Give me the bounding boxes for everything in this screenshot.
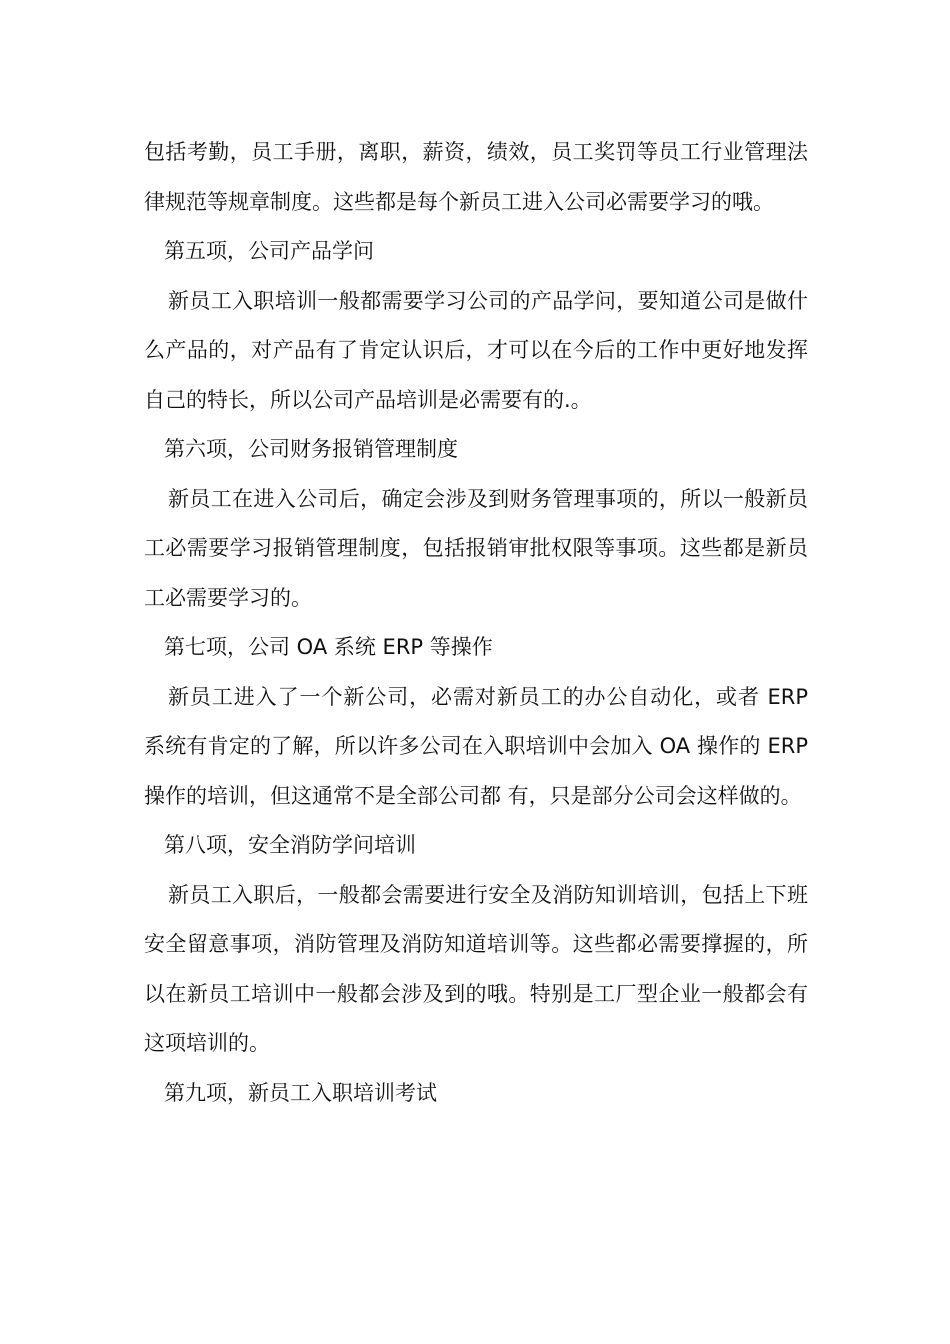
paragraph-finance: 新员工在进入公司后，确定会涉及到财务管理事项的，所以一般新员工必需要学习报销管理制度，包括报销审批权限等事项。这些都是新员工必需要学习的。	[144, 486, 808, 610]
paragraph-safety: 新员工入职后，一般都会需要进行安全及消防知训培训，包括上下班安全留意事项，消防管理及消防知道培训等。这些都必需要撑握的，所以在新员工培训中一般都会涉及到的哦。特别是工厂型企业一般都会有这项培训的。	[144, 882, 808, 1055]
paragraph-product: 新员工入职培训一般都需要学习公司的产品学问，要知道公司是做什么产品的，对产品有了肯定认识后，才可以在今后的工作中更好地发挥自己的特长，所以公司产品培训是必需要有的.。	[144, 288, 808, 412]
heading-item-7: 第七项，公司 OA 系统 ERP 等操作	[164, 635, 493, 659]
heading-item-9: 第九项，新员工入职培训考试	[164, 1080, 437, 1105]
heading-item-8: 第八项，安全消防学问培训	[164, 833, 416, 857]
paragraph-oa-erp: 新员工进入了一个新公司，必需对新员工的办公自动化，或者 ERP 系统有肯定的了解，所以许多公司在入职培训中会加入 OA 操作的 ERP 操作的培训，但这通常不是全部公司都 有，只是部分公司会这样做的。	[144, 684, 808, 808]
heading-item-5: 第五项，公司产品学问	[164, 239, 374, 263]
document-body	[144, 128, 808, 1118]
heading-item-6: 第六项，公司财务报销管理制度	[164, 437, 458, 461]
paragraph-rules: 包括考勤，员工手册，离职，薪资，绩效，员工奖罚等员工行业管理法律规范等规章制度。这些都是每个新员工进入公司必需要学习的哦。	[144, 140, 808, 214]
